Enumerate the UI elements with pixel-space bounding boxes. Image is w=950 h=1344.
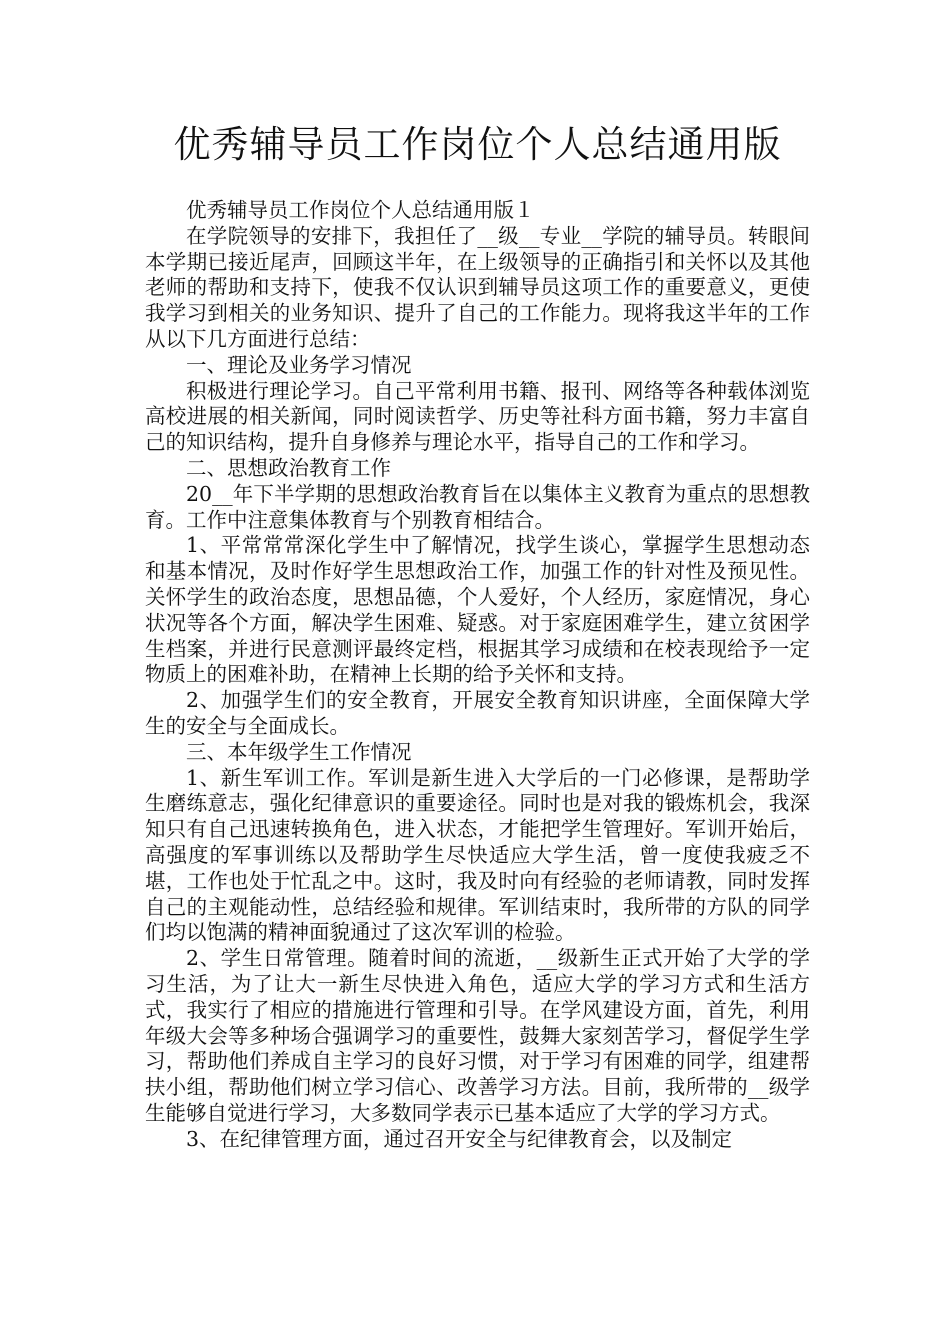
section-heading-ideology: 二、思想政治教育工作 [186,455,391,480]
document-page [145,120,810,1152]
document-title: 优秀辅导员工作岗位个人总结通用版 [173,123,782,166]
section-heading-theory: 一、理论及业务学习情况 [186,352,412,377]
theory-paragraph: 积极进行理论学习。自己平常利用书籍、报刊、网络等各种载体浏览高校进展的相关新闻，同时阅读哲学、历史等社科方面书籍，努力丰富自己的知识结构，提升自身修养与理论水平，指导自己的工作和学习。 [145,378,810,455]
students-item-1: 1、新生军训工作。军训是新生进入大学后的一门必修课，是帮助学生磨练意志，强化纪律意识的重要途径。同时也是对我的锻炼机会，我深知只有自己迅速转换角色，进入状态，才能把学生管理好。军训开始后，高强度的军事训练以及帮助学生尽快适应大学生活，曾一度使我疲乏不堪，工作也处于忙乱之中。这时，我及时向有经验的老师请教，同时发挥自己的主观能动性，总结经验和规律。军训结束时，我所带的方队的同学们均以饱满的精神面貌通过了这次军训的检验。 [145,765,810,945]
ideology-paragraph: 20__年下半学期的思想政治教育旨在以集体主义教育为重点的思想教育。工作中注意集体教育与个别教育相结合。 [145,481,810,532]
students-item-2: 2、学生日常管理。随着时间的流逝，__级新生正式开始了大学的学习生活，为了让大一新生尽快进入角色，适应大学的学习方式和生活方式，我实行了相应的措施进行管理和引导。在学风建设方面，首先，利用年级大会等多种场合强调学习的重要性，鼓舞大家刻苦学习，督促学生学习，帮助他们养成自主学习的良好习惯，对于学习有困难的同学，组建帮扶小组，帮助他们树立学习信心、改善学习方法。目前，我所带的__级学生能够自觉进行学习，大多数同学表示已基本适应了大学的学习方式。 [145,946,810,1125]
students-item-3: 3、在纪律管理方面，通过召开安全与纪律教育会，以及制定 [186,1126,733,1151]
intro-paragraph: 在学院领导的安排下，我担任了__级__专业__学院的辅导员。转眼间本学期已接近尾声，回顾这半年，在上级领导的正确指引和关怀以及其他老师的帮助和支持下，使我不仅认识到辅导员这项工作的重要意义，更使我学习到相关的业务知识、提升了自己的工作能力。现将我这半年的工作从以下几方面进行总结： [145,223,810,351]
document-body [145,198,810,1152]
ideology-item-2: 2、加强学生们的安全教育，开展安全教育知识讲座，全面保障大学生的安全与全面成长。 [145,688,810,738]
section-heading-students: 三、本年级学生工作情况 [186,739,412,764]
subtitle-paragraph: 优秀辅导员工作岗位个人总结通用版１ [186,198,535,222]
ideology-item-1: 1、平常常常深化学生中了解情况，找学生谈心，掌握学生思想动态和基本情况，及时作好学生思想政治工作，加强工作的针对性及预见性。关怀学生的政治态度，思想品德，个人爱好，个人经历，家庭情况，身心状况等各个方面，解决学生困难、疑惑。对于家庭困难学生，建立贫困学生档案，并进行民意测评最终定档，根据其学习成绩和在校表现给予一定物质上的困难补助，在精神上长期的给予关怀和支持。 [145,533,810,687]
